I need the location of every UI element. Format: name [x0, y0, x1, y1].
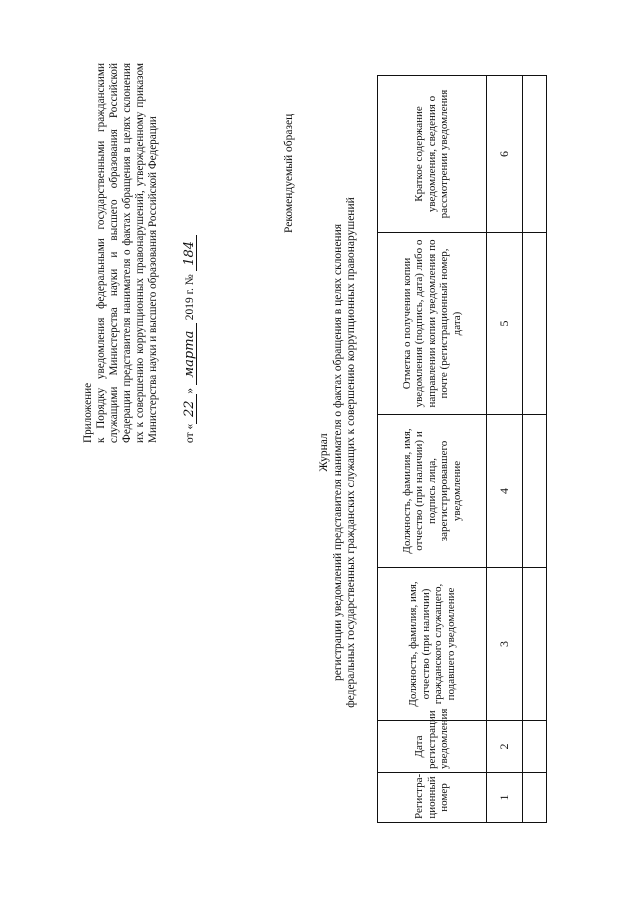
journal-title-block [318, 100, 359, 805]
date-prefix: от « [183, 423, 196, 443]
journal-subtitle-line1: регистрации уведомлений представителя нанимателя о фактах обращения в целях склонения [331, 223, 344, 682]
journal-title: Журнал [318, 433, 330, 472]
header-servant-info: Должность, фамилия, имя, отчество (при наличии) гражданского служащего, подавшего уведомление [378, 568, 487, 721]
appendix-title: Приложение [82, 382, 94, 443]
header-summary: Краткое содержание уведомления, сведения о рассмотрении уведомления [378, 76, 487, 233]
date-year: 2019 г. № [183, 274, 196, 321]
date-month-handwritten: марта [183, 323, 197, 385]
table-cell [523, 415, 547, 568]
order-number-handwritten: 184 [183, 235, 197, 271]
col-number: 5 [487, 233, 523, 415]
col-number: 6 [487, 76, 523, 233]
table-row [523, 76, 547, 823]
table-header-row [378, 76, 487, 823]
table-number-row [487, 76, 523, 823]
table-cell [523, 568, 547, 721]
header-copy-mark: Отметка о получении копии уведомления (подпись, дата) либо о направлении копии уведомления по почте (регистрационный номер, дата) [378, 233, 487, 415]
col-number: 4 [487, 415, 523, 568]
header-reg-date: Дата регистрации уведомления [378, 721, 487, 773]
appendix-block [82, 63, 197, 443]
header-registrar-info: Должность, фамилия, имя, отчество (при наличии) и подпись лица, зарегистрировавшего уведомление [378, 415, 487, 568]
col-number: 3 [487, 568, 523, 721]
appendix-text: к Порядку уведомления федеральными государственными гражданскими служащими Министерства науки и высшего образования Российской Федерации представителя нанимателя о фактах обращения в целях склонения их к совершению коррупционных правонарушений, утвержденному приказом Министерства науки и высшего образования Российской Федерации [95, 63, 160, 443]
header-reg-number: Регистра-ционный номер [378, 773, 487, 823]
date-mid: » [183, 388, 196, 394]
appendix-dateline [183, 63, 197, 443]
col-number: 2 [487, 721, 523, 773]
col-number: 1 [487, 773, 523, 823]
table-cell [523, 721, 547, 773]
journal-table [377, 75, 547, 823]
table-cell [523, 773, 547, 823]
date-day-handwritten: 22 [183, 394, 197, 424]
table-cell [523, 76, 547, 233]
recommended-sample-label: Рекомендуемый образец [283, 113, 295, 233]
journal-subtitle-line2: федеральных государственных гражданских служащих к совершению коррупционных правонарушений [345, 197, 357, 708]
table-cell [523, 233, 547, 415]
